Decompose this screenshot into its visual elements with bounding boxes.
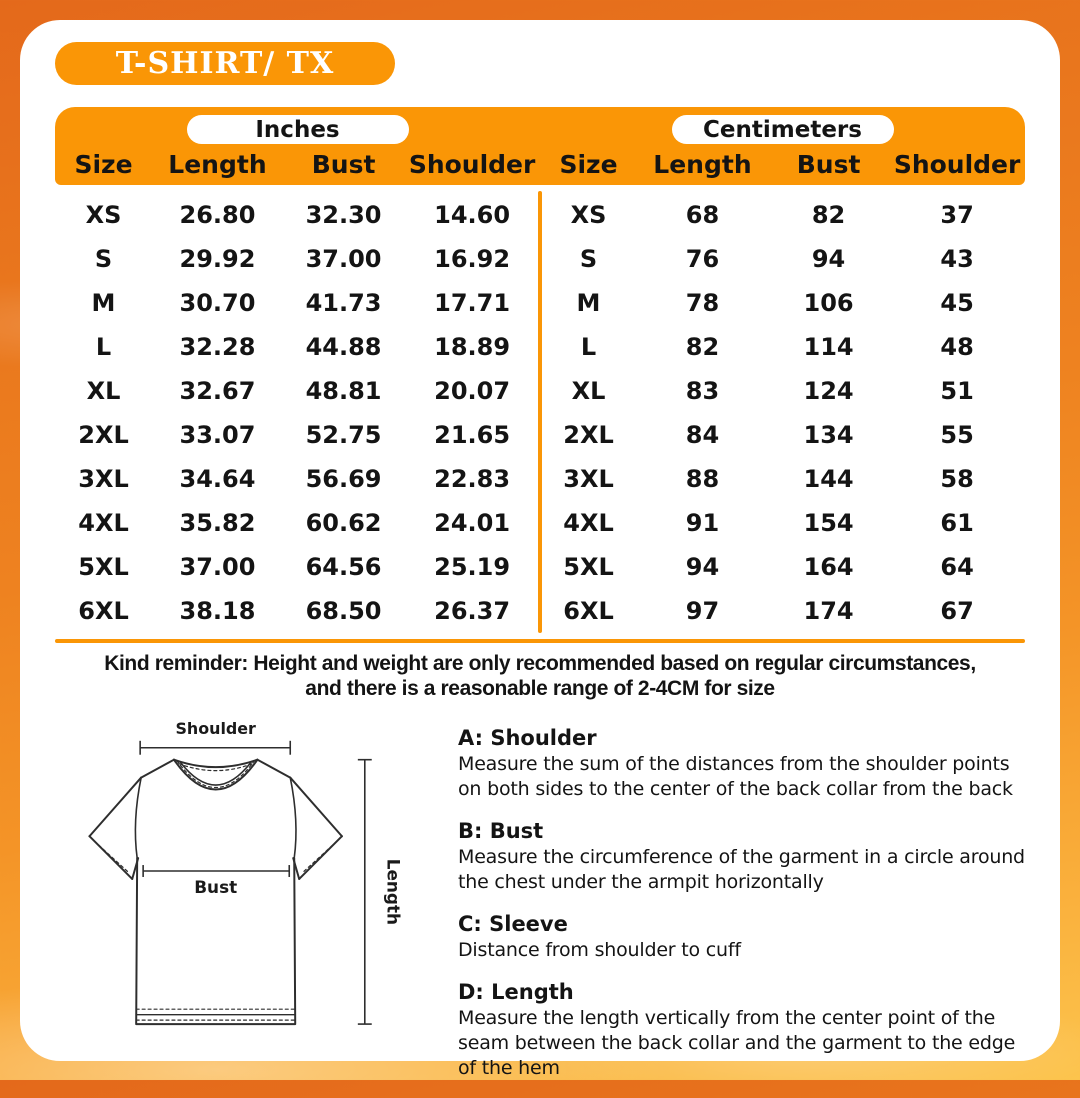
guide-body: Measure the length vertically from the center point of the seam between the back collar and the garment to the edge of the hem (458, 1006, 1016, 1080)
measurement-cell: 37 (940, 201, 974, 229)
kind-reminder (55, 652, 1025, 702)
reminder-line-1: Kind reminder: Height and weight are only recommended based on regular circumstances, (104, 652, 976, 675)
size-cell: M (91, 289, 116, 317)
size-cell: 6XL (78, 597, 129, 625)
size-chart-header (55, 107, 1025, 185)
measurement-cell: 35.82 (179, 509, 256, 537)
measurement-cell: 61 (940, 509, 974, 537)
tshirt-diagram (55, 708, 440, 1098)
measurement-cell: 32.28 (179, 333, 256, 361)
shoulder-measure-line (140, 740, 290, 754)
measurement-cell: 16.92 (434, 245, 511, 273)
length-measure-line (358, 759, 372, 1023)
measure-guide-item (458, 819, 1025, 895)
measurement-cell: 32.67 (179, 377, 256, 405)
centimeters-column-labels (540, 144, 1025, 185)
measurement-cell: 37.00 (179, 553, 256, 581)
tshirt-illustration-svg (55, 708, 440, 1038)
measurement-cell: 68.50 (305, 597, 382, 625)
size-chart-body (55, 185, 1025, 633)
inches-table (55, 193, 540, 633)
size-cell: 4XL (78, 509, 129, 537)
title-pill (55, 42, 395, 85)
size-cell: L (580, 333, 597, 361)
centimeters-header-group (540, 115, 1025, 185)
measurement-cell: 67 (940, 597, 974, 625)
size-cell: 6XL (563, 597, 614, 625)
length-label: Length (383, 858, 404, 925)
size-cell: XS (85, 201, 122, 229)
column-header-length: Length (168, 150, 267, 179)
table-divider (538, 191, 542, 633)
measurement-cell: 37.00 (305, 245, 382, 273)
measurement-cell: 48 (940, 333, 974, 361)
size-cell: 3XL (563, 465, 614, 493)
size-cell: M (576, 289, 601, 317)
centimeters-table (540, 193, 1025, 633)
measure-guide-item (458, 726, 1025, 802)
measurement-cell: 94 (685, 553, 720, 581)
measurement-cell: 97 (685, 597, 720, 625)
measurement-cell: 34.64 (179, 465, 256, 493)
size-chart (55, 107, 1025, 643)
measurement-cell: 82 (811, 201, 846, 229)
column-header-bust: Bust (796, 150, 861, 179)
centimeters-unit-pill (672, 115, 894, 144)
measurement-cell: 68 (685, 201, 720, 229)
measurement-cell: 43 (940, 245, 974, 273)
guide-heading: B: Bust (458, 818, 544, 843)
measurement-cell: 26.37 (434, 597, 511, 625)
measurement-cell: 44.88 (305, 333, 382, 361)
page-title: T-SHIRT/ TX (115, 46, 335, 81)
measurement-cell: 56.69 (305, 465, 382, 493)
measurement-cell: 26.80 (179, 201, 256, 229)
measurement-cell: 64 (940, 553, 974, 581)
measurement-cell: 41.73 (305, 289, 382, 317)
measurement-cell: 24.01 (434, 509, 511, 537)
size-cell: XS (570, 201, 607, 229)
measurement-cell: 106 (803, 289, 854, 317)
column-header-shoulder: Shoulder (408, 150, 536, 179)
measure-guide-item (458, 980, 1025, 1081)
measurement-cell: 164 (803, 553, 854, 581)
size-chart-card (20, 20, 1060, 1080)
column-header-shoulder: Shoulder (893, 150, 1021, 179)
measurement-cell: 114 (803, 333, 854, 361)
column-header-size: Size (74, 150, 133, 179)
measurement-cell: 38.18 (179, 597, 256, 625)
inches-unit-label: Inches (255, 116, 340, 143)
column-header-bust: Bust (311, 150, 376, 179)
measurement-cell: 48.81 (305, 377, 382, 405)
size-cell: XL (571, 377, 606, 405)
size-cell: 4XL (563, 509, 614, 537)
measurement-cell: 25.19 (434, 553, 511, 581)
measurement-cell: 22.83 (434, 465, 511, 493)
guide-body: Distance from shoulder to cuff (458, 938, 741, 961)
column-header-size: Size (559, 150, 618, 179)
guide-heading: D: Length (458, 979, 574, 1004)
measurement-cell: 124 (803, 377, 854, 405)
size-cell: 2XL (563, 421, 614, 449)
bottom-rule (55, 639, 1025, 643)
size-cell: 5XL (78, 553, 129, 581)
column-header-length: Length (653, 150, 752, 179)
size-cell: 5XL (563, 553, 614, 581)
measure-guide (440, 708, 1025, 1098)
measurement-cell: 14.60 (434, 201, 511, 229)
measurement-cell: 94 (811, 245, 846, 273)
size-cell: S (579, 245, 598, 273)
measurement-cell: 32.30 (305, 201, 382, 229)
measurement-cell: 144 (803, 465, 854, 493)
measurement-cell: 45 (940, 289, 974, 317)
measurement-cell: 17.71 (434, 289, 511, 317)
guide-body: Measure the circumference of the garment in a circle around the chest under the armpit horizontally (458, 845, 1025, 893)
guide-heading: C: Sleeve (458, 911, 568, 936)
measurement-cell: 64.56 (305, 553, 382, 581)
inches-column-labels (55, 144, 540, 185)
measurement-cell: 18.89 (434, 333, 511, 361)
shoulder-label: Shoulder (175, 718, 256, 738)
inches-unit-pill (187, 115, 409, 144)
bust-measure-line (143, 865, 289, 877)
measurement-cell: 55 (940, 421, 974, 449)
measurement-cell: 76 (685, 245, 720, 273)
guide-heading: A: Shoulder (458, 725, 597, 750)
guide-body: Measure the sum of the distances from the shoulder points on both sides to the center of the back collar from the back (458, 752, 1013, 800)
size-cell: 2XL (78, 421, 129, 449)
centimeters-unit-label: Centimeters (703, 116, 862, 143)
measurement-cell: 134 (803, 421, 854, 449)
measurement-cell: 84 (685, 421, 720, 449)
measurement-cell: 29.92 (179, 245, 256, 273)
measurement-cell: 174 (803, 597, 854, 625)
measurement-cell: 20.07 (434, 377, 511, 405)
size-cell: 3XL (78, 465, 129, 493)
inches-header-group (55, 115, 540, 185)
measurement-cell: 58 (940, 465, 974, 493)
measurement-cell: 88 (685, 465, 720, 493)
bust-label: Bust (194, 876, 238, 897)
measuring-section (55, 708, 1025, 1098)
measurement-cell: 33.07 (179, 421, 256, 449)
measurement-cell: 83 (685, 377, 720, 405)
size-cell: XL (86, 377, 121, 405)
measurement-cell: 91 (685, 509, 720, 537)
measurement-cell: 154 (803, 509, 854, 537)
reminder-line-2: and there is a reasonable range of 2-4CM for size (305, 676, 775, 700)
size-cell: L (95, 333, 112, 361)
measurement-cell: 60.62 (305, 509, 382, 537)
measurement-cell: 21.65 (434, 421, 511, 449)
measurement-cell: 52.75 (305, 421, 382, 449)
measure-guide-item (458, 912, 1025, 963)
size-cell: S (94, 245, 113, 273)
measurement-cell: 78 (685, 289, 720, 317)
measurement-cell: 82 (685, 333, 720, 361)
measurement-cell: 51 (940, 377, 974, 405)
measurement-cell: 30.70 (179, 289, 256, 317)
